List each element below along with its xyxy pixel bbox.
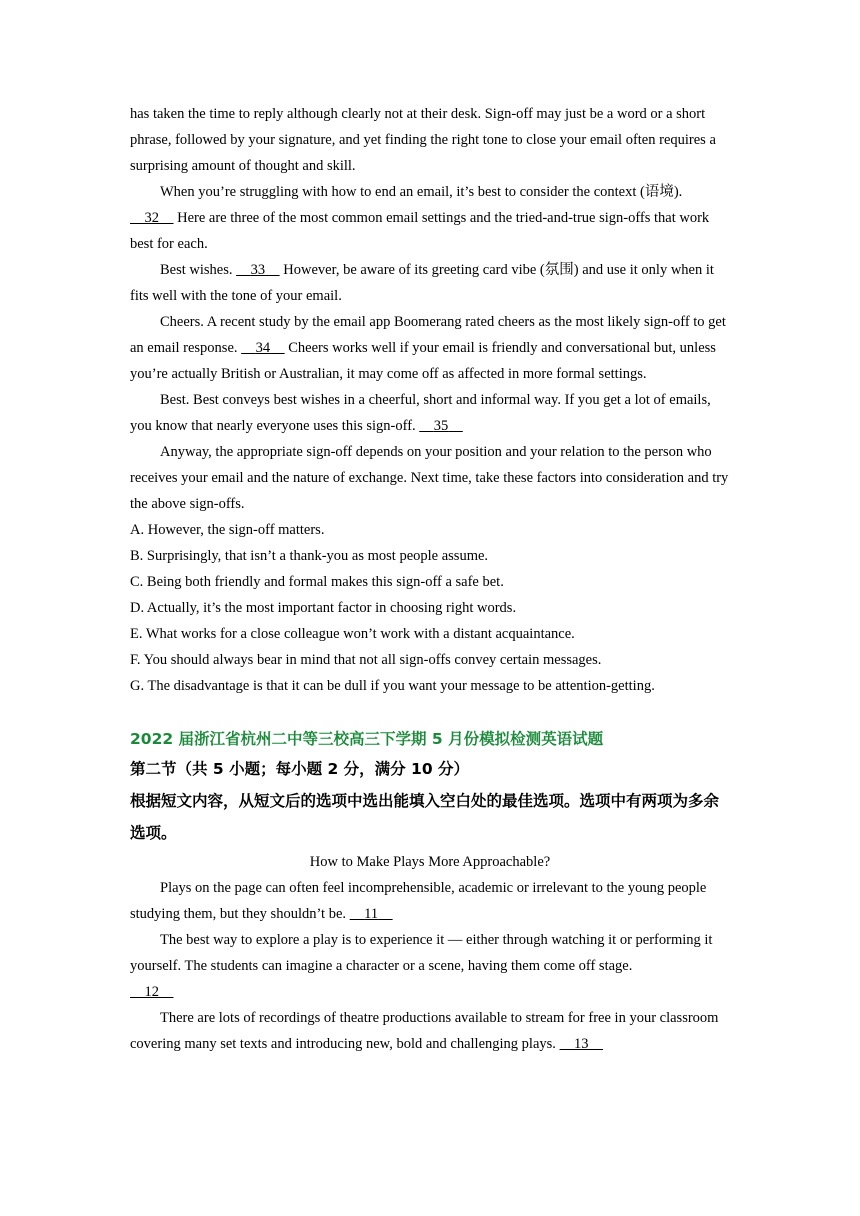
passage1-paragraph-1-rest: Here are three of the most common email settings and the tried-and-true sign-offs that work best for each. [130, 210, 710, 252]
blank-34[interactable]: 34 [255, 340, 271, 356]
document-page [130, 101, 730, 1057]
passage2-paragraph-1-text: Plays on the page can often feel incomprehensible, academic or irrelevant to the young people studying them, but they shouldn’t be. [130, 880, 707, 922]
blank-12[interactable]: 12 [144, 984, 159, 1000]
passage2-paragraph-3 [130, 1005, 730, 1057]
passage2-paragraph-1 [130, 875, 730, 927]
blank-33[interactable]: 33 [250, 262, 266, 278]
passage2-paragraph-2 [130, 927, 730, 1005]
passage1-paragraph-3 [130, 309, 730, 387]
option-g: G. The disadvantage is that it can be dull if you want your message to be attention-getting. [130, 678, 655, 694]
passage1-paragraph-4 [130, 387, 730, 439]
option-f: F. You should always bear in mind that not all sign-offs convey certain messages. [130, 652, 602, 668]
blank-13[interactable]: 13 [574, 1036, 589, 1052]
passage1-paragraph-3-text: Cheers. A recent study by the email app Boomerang rated cheers as the most likely sign-off to get an email response. [130, 314, 726, 356]
section-heading: 第二节（共 5 小题；每小题 2 分，满分 10 分） [130, 760, 470, 778]
section-instructions: 根据短文内容，从短文后的选项中选出能填入空白处的最佳选项。选项中有两项为多余选项。 [130, 792, 720, 842]
option-a: A. However, the sign-off matters. [130, 522, 325, 538]
blank-35[interactable]: 35 [433, 418, 449, 434]
passage1-paragraph-1-text: When you’re struggling with how to end an email, it’s best to consider the context (语境). [160, 184, 683, 200]
passage2-title: How to Make Plays More Approachable? [309, 854, 551, 870]
passage1-paragraph-2 [130, 257, 730, 309]
passage2-paragraph-2-text: The best way to explore a play is to experience it — either through watching it or performing it yourself. The students can imagine a character or a scene, having them come off stage. [130, 932, 713, 974]
passage2-paragraph-3-text: There are lots of recordings of theatre productions available to stream for free in your classroom covering many set texts and introducing new, bold and challenging plays. [130, 1010, 719, 1052]
option-c: C. Being both friendly and formal makes this sign-off a safe bet. [130, 574, 504, 590]
passage1-paragraph-3-rest: Cheers works well if your email is friendly and conversational but, unless you’re actually British or Australian, it may come off as affected in more formal settings. [130, 340, 716, 382]
blank-32[interactable]: 32 [144, 210, 159, 226]
passage1-paragraph-2-text: Best wishes. [160, 262, 237, 278]
passage1-paragraph-5: Anyway, the appropriate sign-off depends on your position and your relation to the person who receives your email and the nature of exchange. Next time, take these factors into consideration and try the above sign-offs. [130, 444, 729, 512]
source-title: 2022 届浙江省杭州二中等三校高三下学期 5 月份模拟检测英语试题 [130, 730, 604, 748]
blank-11[interactable]: 11 [364, 906, 379, 922]
passage1-paragraph-0: has taken the time to reply although clearly not at their desk. Sign-off may just be a word or a short phrase, followed by your signature, and yet finding the right tone to close your email often requires a surprising amount of thought and skill. [130, 106, 716, 174]
option-b: B. Surprisingly, that isn’t a thank-you as most people assume. [130, 548, 489, 564]
section-spacer [130, 699, 730, 725]
passage1-paragraph-1 [130, 179, 730, 257]
passage1-paragraph-2-rest: However, be aware of its greeting card vibe (氛围) and use it only when it fits well with the tone of your email. [130, 262, 714, 304]
passage1-paragraph-4-text: Best. Best conveys best wishes in a cheerful, short and informal way. If you get a lot of emails, you know that nearly everyone uses this sign-off. [130, 392, 711, 434]
option-d: D. Actually, it’s the most important factor in choosing right words. [130, 600, 517, 616]
option-e: E. What works for a close colleague won’t work with a distant acquaintance. [130, 626, 575, 642]
